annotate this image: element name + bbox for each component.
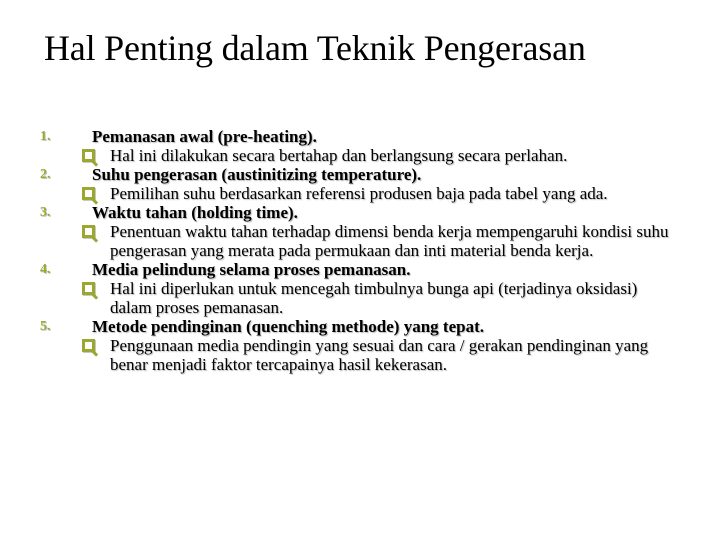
item-number: 2. <box>40 167 51 182</box>
sub-bullet-text: Pemilihan suhu berdasarkan referensi produsen baja pada tabel yang ada. <box>110 184 608 203</box>
sub-bullet-text: Hal ini diperlukan untuk mencegah timbulnya bunga api (terjadinya oksidasi) dalam proses pemanasan. <box>110 279 638 317</box>
list-item-5 <box>40 317 680 374</box>
item-number: 4. <box>40 262 51 277</box>
sub-bullet-text: Hal ini dilakukan secara bertahap dan berlangsung secara perlahan. <box>110 146 568 165</box>
numbered-list <box>40 127 680 374</box>
sub-bullet <box>82 336 680 374</box>
list-item-3 <box>40 203 680 260</box>
item-heading: Metode pendinginan (quenching methode) yang tepat. <box>92 317 484 336</box>
list-item-2 <box>40 165 680 203</box>
sub-bullet <box>82 279 680 317</box>
item-number: 5. <box>40 319 51 334</box>
checkbox-square-icon <box>82 282 95 295</box>
list-item-4 <box>40 260 680 317</box>
item-heading: Media pelindung selama proses pemanasan. <box>92 260 411 279</box>
sub-bullet-text: Penentuan waktu tahan terhadap dimensi benda kerja mempengaruhi kondisi suhu pengerasan yang merata pada permukaan dan inti material benda kerja. <box>110 222 669 260</box>
item-number: 3. <box>40 205 51 220</box>
list-item-1 <box>40 127 680 165</box>
sub-bullet <box>82 222 680 260</box>
item-heading: Waktu tahan (holding time). <box>92 203 298 222</box>
sub-bullet <box>82 146 680 165</box>
checkbox-square-icon <box>82 149 95 162</box>
item-heading: Pemanasan awal (pre-heating). <box>92 127 317 146</box>
sub-bullet-text: Penggunaan media pendingin yang sesuai dan cara / gerakan pendinginan yang benar menjadi faktor tercapainya hasil kekerasan. <box>110 336 649 374</box>
item-number: 1. <box>40 129 51 144</box>
sub-bullet <box>82 184 680 203</box>
item-heading: Suhu pengerasan (austinitizing temperature). <box>92 165 422 184</box>
slide-title: Hal Penting dalam Teknik Pengerasan <box>44 28 586 68</box>
checkbox-square-icon <box>82 187 95 200</box>
checkbox-square-icon <box>82 225 95 238</box>
checkbox-square-icon <box>82 339 95 352</box>
